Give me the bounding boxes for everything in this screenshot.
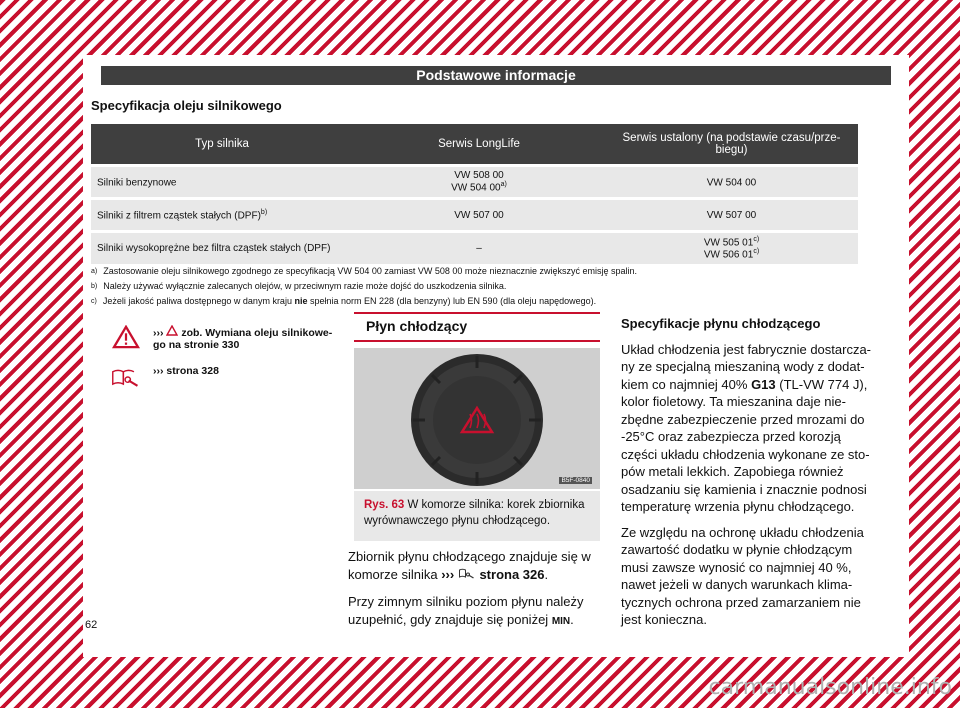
table-header: Typ silnika xyxy=(91,124,353,164)
table-cell: VW 504 00 xyxy=(605,167,858,197)
page-content xyxy=(83,55,909,657)
warning-link[interactable]: ››› zob. Wymiana oleju silnikowe-go na stronie 330 xyxy=(153,327,333,351)
warning-row xyxy=(111,325,333,351)
coolant-cap-figure xyxy=(354,348,600,489)
page-header: Podstawowe informacje xyxy=(101,66,891,85)
table-cell: VW 508 00 VW 504 00$^{a)}$ xyxy=(353,167,605,197)
table-header: Serwis LongLife xyxy=(353,124,605,164)
footnote: a) Zastosowanie oleju silnikowego zgodnego ze specyfikacją VW 504 00 zamiast VW 508 00 może nieznacznie zwiększyć emisję spalin. xyxy=(91,266,637,276)
coolant-heading: Płyn chłodzący xyxy=(366,318,468,334)
page-number: 62 xyxy=(85,619,98,631)
page-link[interactable]: strona 326 xyxy=(479,566,545,582)
footnote: b) Należy używać wyłącznie zalecanych olejów, w przeciwnym razie może dojść do uszkodzenia silnika. xyxy=(91,281,507,291)
paragraph: Przy zimnym silniku poziom płynu należy uzupełnić, gdy znajduje się poniżej MIN. xyxy=(348,594,584,627)
table-header-row xyxy=(91,124,858,164)
oil-spec-table xyxy=(91,121,858,267)
table-header: Serwis ustalony (na podstawie czasu/prze-biegu) xyxy=(605,124,858,164)
paragraph: Układ chłodzenia jest fabrycznie dostarcza-ny ze specjalną mieszaniną wody z dodat-kiem co najmniej 40% G13 (TL-VW 774 J), kolor fioletowy. Ta mieszanina daje nie-zbędne zabezpieczenie przed mrozami do -25°C oraz zabezpiecza przed korozją części układu chłodzenia wykonane ze sto-pów metali lekkich. Zapobiega również osadzaniu się kamienia i znacznie podnosi temperaturę wrzenia płynu chłodzącego. xyxy=(621,341,872,514)
coolant-text xyxy=(348,548,603,640)
table-cell: Silniki wysokoprężne bez filtra cząstek stałych (DPF) xyxy=(91,233,353,264)
watermark: carmanualsonline.info xyxy=(708,675,952,700)
table-cell: VW 507 00 xyxy=(353,200,605,230)
book-wrench-icon xyxy=(458,567,476,579)
book-wrench-icon xyxy=(111,365,141,389)
paragraph: Zbiornik płynu chłodzącego znajduje się w komorze silnika ››› strona 326. xyxy=(348,549,591,582)
paragraph: Ze względu na ochronę układu chłodzenia zawartość dodatku w płynie chłodzącym musi zawsze wynosić co najmniej 40 %, nawet jeżeli w danych warunkach klima-tycznych ochrona przed zamarzaniem nie jest konieczna. xyxy=(621,524,864,627)
coolant-spec-column xyxy=(621,315,873,637)
table-cell: VW 505 01$^{c)}$ VW 506 01$^{c)}$ xyxy=(605,233,858,264)
coolant-cap-image xyxy=(354,348,600,489)
table-row xyxy=(91,167,858,197)
link-arrow[interactable]: ››› xyxy=(441,566,455,582)
small-warning-icon xyxy=(166,325,178,336)
min-mark: MIN xyxy=(551,615,571,627)
spec-heading: Specyfikacje płynu chłodzącego xyxy=(621,316,821,331)
table-cell: – xyxy=(353,233,605,264)
figure-code: B5F-0840 xyxy=(561,477,590,484)
table-cell: Silniki benzynowe xyxy=(91,167,353,197)
figure-caption: Rys. 63 W komorze silnika: korek zbiornika wyrównawczego płynu chłodzącego. xyxy=(354,491,600,541)
warning-triangle-icon xyxy=(111,325,141,349)
table-row xyxy=(91,200,858,230)
section-title: Specyfikacja oleju silnikowego xyxy=(91,98,282,113)
page-link[interactable]: ››› strona 328 xyxy=(153,365,219,377)
coolant-heading-box xyxy=(354,312,600,342)
footnote: c) Jeżeli jakość paliwa dostępnego w danym kraju nie spełnia norm EN 228 (dla benzyny) lub EN 590 (dla oleju napędowego). xyxy=(91,296,597,306)
note-row xyxy=(111,365,219,389)
footnotes xyxy=(91,264,891,309)
table-cell: VW 507 00 xyxy=(605,200,858,230)
table-row xyxy=(91,233,858,264)
warning-box xyxy=(101,317,357,391)
table-cell: Silniki z filtrem cząstek stałych (DPF)$^{b)}$ xyxy=(91,200,353,230)
